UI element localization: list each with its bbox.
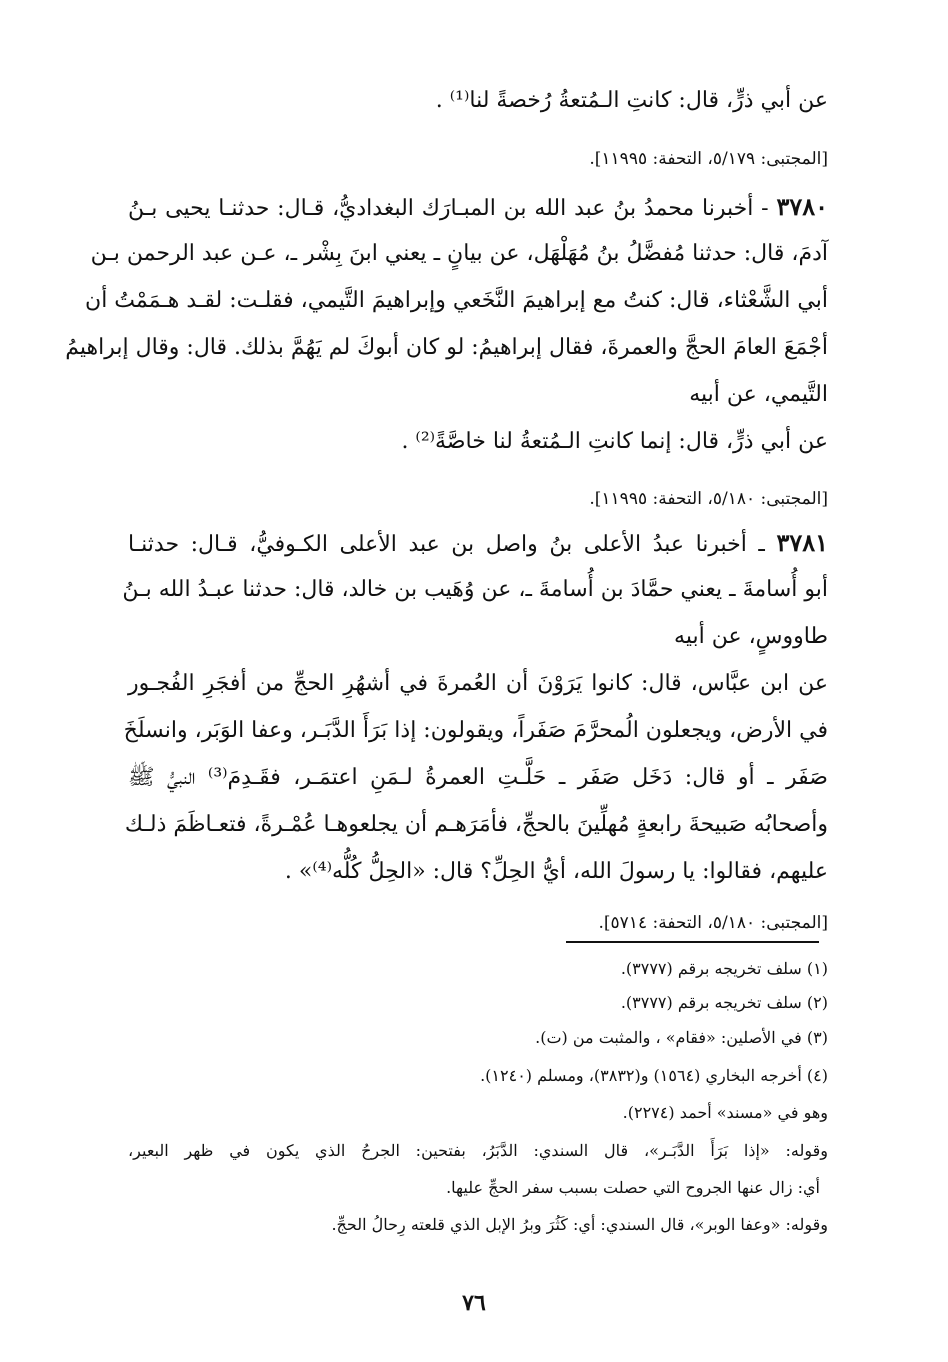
hadith-isnad-line: آدمَ، قال: حدثنا مُفضَّلُ بنُ مُهَلْهَل، عن بيانٍ ـ يعني ابنَ بِشْر ـ، عـن عبد الرحمن بـن <box>90 241 828 266</box>
footnote: (٢) سلف تخريجه برقم (٣٧٧٧). <box>620 993 828 1012</box>
footnote: (١) سلف تخريجه برقم (٣٧٧٧). <box>620 959 828 978</box>
hadith-text-line: عن أبي ذرٍّ، قال: إنما كانتِ الـمُتعةُ لنا خاصَّةً⁽²⁾ . <box>401 429 828 454</box>
hadith-number: ٣٧٨٠ <box>776 192 828 221</box>
hadith-isnad-line: طاووسٍ، عن أبيه <box>674 624 828 649</box>
footnote: وقوله: «وعفا الوبر»، قال السندي: أي: كَثُرَ وبرُ الإبل الذي قلعته رِحالُ الحجِّ. <box>331 1215 828 1234</box>
hadith-isnad-line: ٣٧٨١ ـ أخبرنا عبدُ الأعلى بنُ واصل بن عبد الأعلى الكـوفيُّ، قـال: حدثنـا <box>128 528 828 557</box>
hadith-isnad-line: التَّيمي، عن أبيه <box>689 382 828 407</box>
footnote: وهو في «مسند» أحمد (٢٢٧٤). <box>622 1103 828 1122</box>
hadith-text-line: عليهم، فقالوا: يا رسولَ الله، أيُّ الحِلِّ؟ قال: «الحِلُّ كُلُّه⁽⁴⁾» . <box>284 859 828 884</box>
page-number: ٧٦ <box>462 1290 486 1316</box>
hadith-text-line: وأصحابُه صَبيحةَ رابعةٍ مُهلِّينَ بالحجِّ، فأمَرَهـم أن يجلعوهـا عُمْـرةً، فتعـاظَمَ ذلـك <box>124 812 828 837</box>
hadith-text-line: عن ابن عبَّاس، قال: كانوا يَرَوْنَ أن العُمرةَ في أشهُرِ الحجِّ من أفجَرِ الفُجـور <box>128 671 828 696</box>
source-reference: [المجتبى: ٥/١٨٠، التحفة: ١١٩٩٥]. <box>589 489 828 509</box>
source-reference: [المجتبى: ٥/١٨٠، التحفة: ٥٧١٤]. <box>598 913 828 933</box>
hadith-isnad-line: أبي الشَّعْثاء، قال: كنتُ مع إبراهيمَ النَّخَعي وإبراهيمَ التَّيمي، فقلـت: لقـد هـمَمْتُ أن <box>85 288 828 313</box>
source-reference: [المجتبى: ٥/١٧٩، التحفة: ١١٩٩٥]. <box>589 149 828 169</box>
hadith-text-line: في الأرض، ويجعلون الُمحرَّمَ صَفَراً، ويقولون: إذا بَرَأَ الدَّبَـر، وعفا الوَبَر، وانسلَخَ <box>123 718 828 743</box>
footnote-separator <box>566 941 819 943</box>
footnote: (٣) في الأصلين: «فقام» ، والمثبت من (ت). <box>535 1028 828 1047</box>
hadith-isnad-line: أجْمَعَ العامَ الحجَّ والعمرةَ، فقال إبراهيمُ: لو كان أبوكَ لم يَهُمَّ بذلك. قال: وقال إبراهيمُ <box>65 335 828 360</box>
footnote: وقوله: «إذا بَرَأَ الدَّبَـر»، قال السندي: الدَّبَرُ، بفتحين: الجرحُ الذي يكون في ظهر البعير، <box>128 1141 828 1160</box>
hadith-isnad-line: ٣٧٨٠ - أخبرنا محمدُ بنُ عبد الله بن المبـارَك البغداديُّ، قـال: حدثنـا يحيى بـنُ <box>128 192 828 221</box>
hadith-text-line: صَفَر ـ أو قال: دَخَل صَفَر ـ حَلَّـتِ العمرةُ لـمَنِ اعتمَـر، فقَـدِمَ⁽³⁾ النبيُّ ﷺ <box>128 765 828 790</box>
footnote: أي: زال عنها الجروح التي حصلت بسبب سفر الحجِّ عليها. <box>446 1178 820 1197</box>
hadith-text-line: عن أبي ذرٍّ، قال: كانتِ الـمُتعةُ رُخصةً لنا⁽¹⁾ . <box>435 88 828 113</box>
hadith-isnad-line: أبو أُسامةَ ـ يعني حمَّادَ بن أُسامةَ ـ، عن وُهَيب بن خالد، قال: حدثنا عبـدُ الله بـنُ <box>122 577 828 602</box>
hadith-number: ٣٧٨١ <box>776 528 828 557</box>
footnote: (٤) أخرجه البخاري (١٥٦٤) و(٣٨٣٢)، ومسلم (١٢٤٠). <box>480 1066 828 1085</box>
